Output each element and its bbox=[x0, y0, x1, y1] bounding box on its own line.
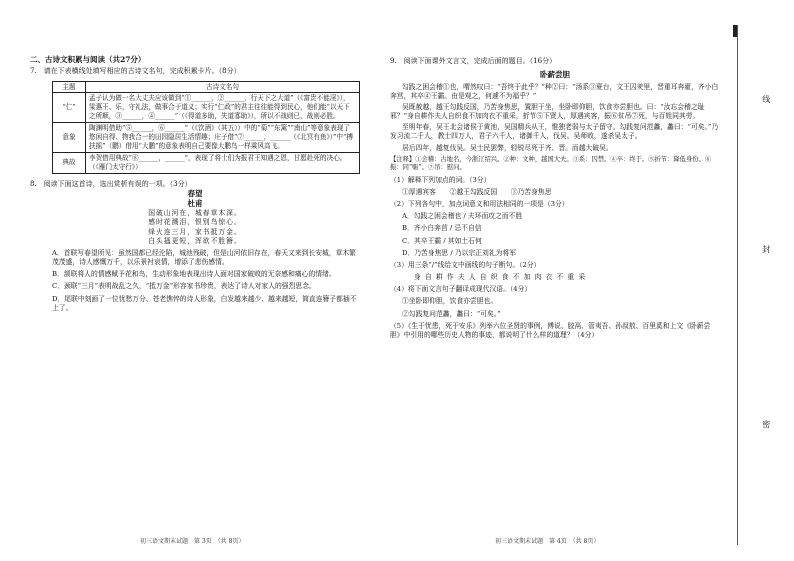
q7-stem: 7. 请在下表横线处填写相应的古诗文名句，完成积累卡片。（8分） bbox=[30, 67, 241, 76]
poem-line: 感时花溅泪，恨别鸟惊心。 bbox=[148, 218, 242, 227]
sub4-item: ②勾践复问范蠡，蠡曰：“可矣。” bbox=[402, 309, 501, 318]
row-text: 陶渊明借助“⑤______，⑥______”（《饮酒》（其五））中的“菊”“东篱”“南山”等意象表现了悠闲自得、物我合一的田园隐居生活情趣；庄子借“⑦______，______（《北冥有鱼》）”中“搏扶摇”（鹏）借用“大鹏”的意象表明自己要像大鹏鸟一样乘风高飞。 bbox=[86, 123, 360, 153]
row-theme: 典故 bbox=[53, 152, 86, 173]
sub2-option: A．勾践之困会稽也 / 夫环而攻之而不胜 bbox=[402, 212, 523, 221]
q8-stem: 8. 阅读下面这首诗，选出赏析有误的一项。（3分） bbox=[30, 179, 192, 188]
sub2-option: B．齐小白奔莒 / 忌不自信 bbox=[402, 224, 482, 233]
binding-line bbox=[737, 25, 738, 545]
sub-question-2: （2）下列各句中，加点词意义和用法相同的一项是（3分） bbox=[390, 200, 569, 209]
side-mark-feng: 封 bbox=[761, 245, 771, 253]
poem-line: 白头搔更短，浑欲不胜簪。 bbox=[148, 236, 242, 245]
poem-line: 国破山河在，城春草木深。 bbox=[148, 209, 242, 218]
passage-paragraph: 吴既赦越，越王勾践反国，乃苦身焦思，置胆于坐，坐卧即仰胆，饮食亦尝胆也。曰：“汝忘会稽之耻邪？”身自耕作夫人自织食不加肉衣不重采，折节⑤下贤人，厚遇宾客，振⑥贫吊⑦死，与百姓同其劳。 bbox=[390, 102, 705, 121]
poem-line: 烽火连三月，家书抵万金。 bbox=[148, 227, 242, 236]
row-text: 李贺借用典故“⑧______，______”，表现了将士们为报君王知遇之恩，甘愿赴死的决心。（《雁门太守行》） bbox=[86, 152, 360, 173]
right-footer: 初三语文期末试题 第 4页 （共 8页） bbox=[495, 538, 600, 545]
side-mark-mi: 密 bbox=[761, 420, 771, 428]
row-text: 孟子认为做一名大丈夫应该做到“①______，②______，行天下之大道”（《富贵不能淫》），梁惠王、乐，守礼法，做事合于道义；实行“仁政”的君主往往能得到民心，他们能“以天下之所顺，③______，④______”（《得道多助，失道寡助》），所以不战则已，战则必胜。 bbox=[86, 93, 360, 123]
right-page bbox=[390, 55, 720, 340]
row-theme: 意象 bbox=[53, 123, 86, 153]
passage-paragraph: 至明年春，吴王北会诸侯于黄池，吴国精兵从王，惟独老弱与太子留守。勾践复问范蠡，蠡曰：“可矣。”乃发习流二千人，教士四万人，君子六千人，诸御千人，伐吴。吴师败，遂杀吴太子。 bbox=[390, 123, 719, 141]
left-page bbox=[30, 55, 360, 313]
sub-question-5: （5）《生于忧患，死于安乐》列举六位圣贤的事例，傅说、胶鬲、管夷吾、孙叔敖、百里奚和上文《卧薪尝胆》中引用的哪些历史人物的事迹，都说明了什么样的道理？（4分） bbox=[390, 321, 711, 339]
annotation: 【注释】①会稽：古地名，今浙江绍兴。②种：文种，越国大夫。③系：囚禁。④卒：终于。⑤折节：降低身份。⑥振：同“赈”。⑦吊：慰问。 bbox=[390, 155, 712, 172]
sub-question-1: （1）解释下列加点的词。（3分） bbox=[390, 175, 491, 184]
option-d: D．尾联中刻画了一位忧愁万分、苍老憔悴的诗人形象，白发越来越少、越来越短，简直连簪子都插不上了。 bbox=[52, 294, 357, 312]
table-header-lines: 古诗文名句 bbox=[86, 81, 360, 93]
sub1-items: ①厚遇宾客 ②越王勾践反国 ③乃苦身焦思 bbox=[402, 187, 552, 196]
option-b: B．颔联将人的情感赋予花和鸟，生动形象地表现出诗人面对国家破败的无奈感和痛心的情绪。 bbox=[52, 270, 336, 279]
table-row bbox=[53, 93, 360, 123]
row-theme: “仁” bbox=[53, 93, 86, 123]
q9-stem: 9. 阅读下面课外文言文，完成后面的题目。（16分） bbox=[390, 57, 557, 65]
sub3-sentence: 身 自 耕 作 夫 人 自 织 食 不 加 肉 衣 不 重 采 bbox=[414, 273, 587, 282]
table-row bbox=[53, 152, 360, 173]
section-title: 二、古诗文积累与阅读（共27分） bbox=[30, 55, 146, 64]
passage-paragraph: 勾践之困会稽①也，喟然叹曰：“吾终于此乎？”种②曰：“汤系③夏台，文王囚羑里，晋重耳奔翟，齐小白奔莒，其卒④王霸。由是观之，何遽不为福乎？” bbox=[390, 82, 719, 100]
option-c: C．颈联“三月”表明战乱之久，“抵万金”形容家书珍贵，表达了诗人对家人的强烈思念。 bbox=[52, 282, 316, 291]
passage-title: 卧薪尝胆 bbox=[540, 70, 570, 80]
poem-title: 春望 bbox=[187, 189, 203, 199]
poem-author: 杜甫 bbox=[187, 199, 203, 209]
table-row bbox=[53, 123, 360, 153]
sub-question-4: （4）将下面文言句子翻译成现代汉语。（4分） bbox=[390, 285, 532, 294]
poem bbox=[30, 189, 360, 246]
sub2-option: D．乃苦身焦思 / 乃以宗正刘礼为将军 bbox=[402, 248, 517, 257]
left-footer: 初三语文期末试题 第 3页 （共 8页） bbox=[140, 538, 245, 545]
passage-paragraph: 居后四年，越复伐吴。吴士民罢弊，轻锐尽死于齐、晋。而越大破吴。 bbox=[402, 143, 613, 152]
option-a: A．首联写春望所见：虽然国都已经沦陷，城池残破，但是山河依旧存在，春天又来到长安城，草木繁茂茂盛，诗人感慨万千，以乐景衬哀情，增添了悲伤感情。 bbox=[52, 248, 356, 267]
side-mark-xian: 线 bbox=[761, 95, 771, 103]
table-header-theme: 主题 bbox=[53, 81, 86, 93]
sub4-item: ①坐卧即仰胆，饮食亦尝胆也。 bbox=[402, 297, 498, 306]
sub2-option: C．其卒王霸 / 其如土石何 bbox=[402, 236, 482, 245]
sub-question-3: （3）用三条“/”线给文中画线的句子断句。（2分） bbox=[390, 260, 541, 269]
q7-table bbox=[52, 81, 360, 174]
